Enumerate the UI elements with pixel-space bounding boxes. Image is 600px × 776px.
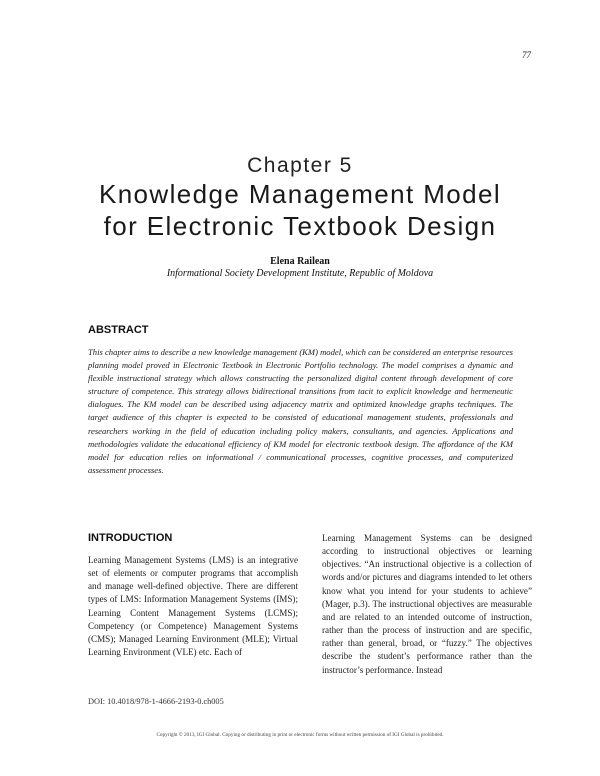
introduction-right-column: Learning Management Systems can be designed according to instructional objectives or learning objectives. “An instructional objective is a collection of words and/or pictures and diagrams intended to let others know what you intend for your students to achieve” (Mager, p.3). The instructional objectives are measurable and are related to an intended outcome of instruction, rather than the process of instruction and are specific, rather than general, broad, or “fuzzy.” The objectives describe the student’s performance rather than the instructor’s performance. Instead: [322, 533, 532, 675]
abstract-heading: ABSTRACT: [88, 324, 149, 336]
page-number: 77: [522, 50, 531, 60]
introduction-heading: INTRODUCTION: [88, 532, 173, 544]
doi-line: DOI: 10.4018/978-1-4666-2193-0.ch005: [88, 697, 224, 706]
chapter-title-line-1: Knowledge Management Model: [98, 179, 502, 209]
abstract-body: This chapter aims to describe a new knowledge management (KM) model, which can be considered an enterprise resources planning model proved in Electronic Textbook in Electronic Portfolio technology. The model comprises a dynamic and flexible instructional strategy which allows constructing the personalized digital content through development of core structure of competence. This strategy allows bidirectional transitions from tacit to explicit knowledge and hermeneutic dialogues. The KM model can be described using adjacency matrix and optimized knowledge graphs techniques. The target audience of this chapter is expected to be consisted of educational management students, professionals and researchers working in the field of education including policy makers, consultants, and agencies. Applications and methodologies validate the educational efficiency of KM model for electronic textbook design. The affordance of the KM model for education relies on informational / communicational processes, cognitive processes, and computerized assessment processes.: [88, 347, 513, 475]
author-affiliation: Informational Society Development Institute, Republic of Moldova: [166, 268, 434, 279]
chapter-title: [0, 178, 600, 242]
introduction-left-column: Learning Management Systems (LMS) is an integrative set of elements or computer programs that accomplish and manage well-defined objective. There are different types of LMS: Information Management Systems (IMS); Learning Content Management Systems (LCMS); Competency (or Competence) Management Systems (CMS); Managed Learning Environment (MLE); Virtual Learning Environment (VLE) etc. Each of: [88, 555, 298, 658]
chapter-label: Chapter 5: [247, 154, 353, 177]
author-name: Elena Railean: [270, 256, 330, 267]
copyright-notice: Copyright © 2013, IGI Global. Copying or distributing in print or electronic forms without written permission of IGI Global is prohibited.: [156, 732, 444, 738]
chapter-title-line-2: for Electronic Textbook Design: [103, 211, 497, 241]
